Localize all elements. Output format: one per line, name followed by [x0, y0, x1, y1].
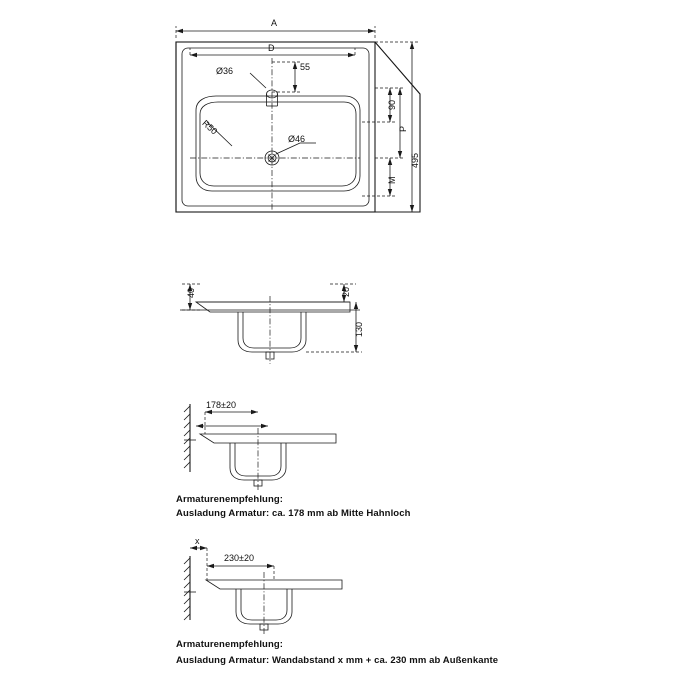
tap-note-2-title: Armaturenempfehlung: [176, 639, 284, 650]
dim-drain-diameter-label: Ø46 [288, 134, 306, 144]
tap-note-2-text: Ausladung Armatur: Wandabstand x mm + ca. 230 mm ab Außenkante [176, 655, 499, 666]
dim-total-depth-label: 130 [354, 321, 364, 337]
dim-right-height-label: 20 [341, 286, 351, 297]
tap-note-1-title: Armaturenempfehlung: [176, 494, 284, 505]
dim-hole-diameter-label: Ø36 [216, 66, 234, 76]
dim-overall-width-label: A [271, 18, 278, 28]
dim-p-label: P [398, 125, 408, 132]
dim-overall-depth-label: 495 [410, 152, 420, 168]
dim-projection-178-label: 178±20 [206, 400, 236, 410]
dim-radius-label: R50 [200, 118, 220, 137]
dim-hole-offset-label: 55 [300, 62, 311, 72]
dim-back-depth-label: 90 [387, 99, 397, 110]
dim-inner-width-label: D [268, 43, 275, 53]
dim-m-label: M [387, 176, 397, 184]
dim-left-height-label: 40 [186, 287, 196, 298]
dim-projection-230-label: 230±20 [224, 553, 254, 563]
dim-wall-distance-label: x [195, 536, 200, 546]
tap-note-1-text: Ausladung Armatur: ca. 178 mm ab Mitte Hahnloch [176, 508, 411, 519]
